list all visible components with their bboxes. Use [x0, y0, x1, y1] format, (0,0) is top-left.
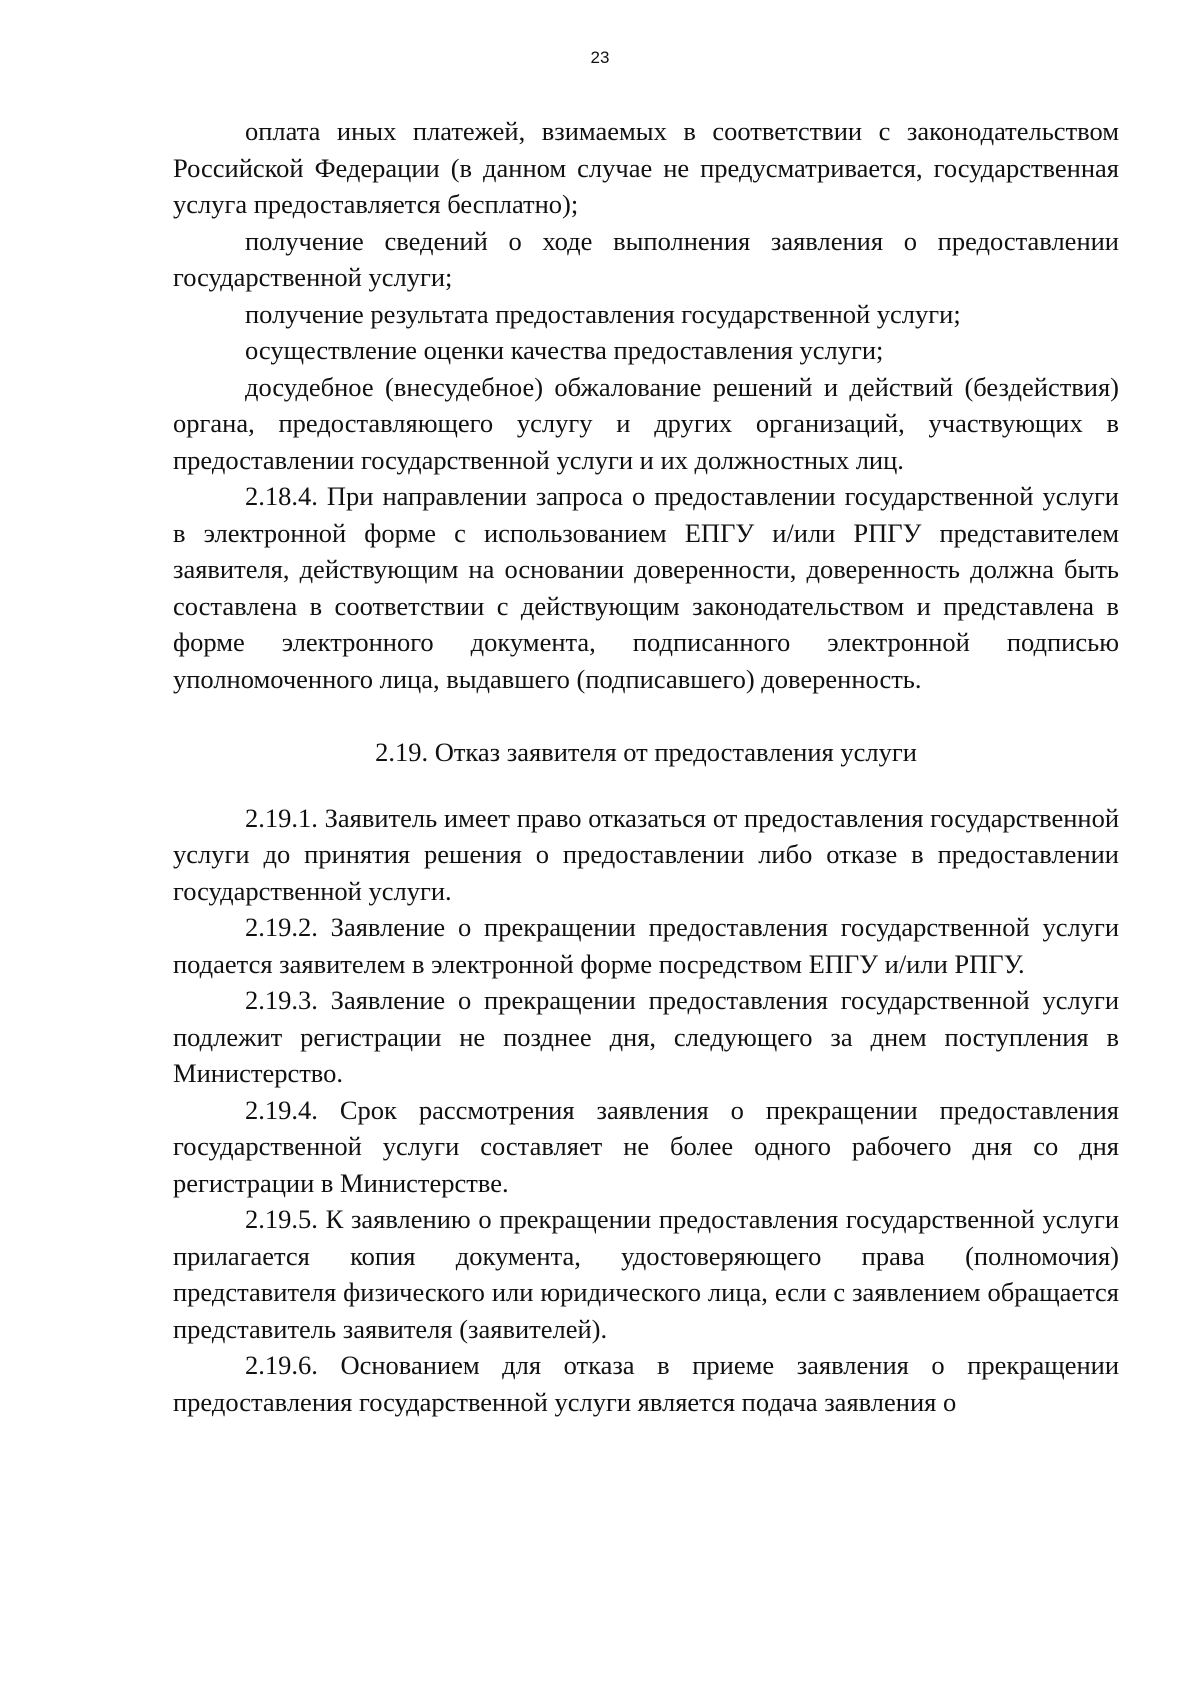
paragraph-2-19-5: 2.19.5. К заявлению о прекращении предоставления государственной услуги прилагается копия документа, удостоверяющего права (полномочия) представителя физического или юридического лица, если с заявлением обращается представитель заявителя (заявителей). [173, 1204, 1119, 1344]
paragraph-2-19-4: 2.19.4. Срок рассмотрения заявления о прекращении предоставления государственной услуги составляет не более одного рабочего дня со дня регистрации в Министерстве. [173, 1094, 1119, 1198]
paragraph-2-19-1: 2.19.1. Заявитель имеет право отказаться от предоставления государственной услуги до принятия решения о предоставлении либо отказе в предоставлении государственной услуги. [173, 802, 1119, 906]
paragraph-result: получение результата предоставления государственной услуги; [245, 298, 961, 329]
paragraph-2-18-4: 2.18.4. При направлении запроса о предоставлении государственной услуги в электронной форме с использованием ЕПГУ и/или РПГУ представителем заявителя, действующим на основании доверенности, доверенность должна быть составлена в соответствии с действующим законодательством и представлена в форме электронного документа, подписанного электронной подписью уполномоченного лица, выдавшего (подписавшего) доверенность. [173, 481, 1119, 694]
paragraph-payment: оплата иных платежей, взимаемых в соответствии с законодательством Российской Федерации (в данном случае не предусматривается, государственная услуга предоставляется бесплатно); [173, 116, 1119, 219]
paragraph-status-info: получение сведений о ходе выполнения заявления о предоставлении государственной услуги; [173, 225, 1119, 292]
page-number: 23 [590, 48, 610, 67]
paragraph-2-19-6: 2.19.6. Основанием для отказа в приеме заявления о прекращении предоставления государственной услуги является подача заявления о [173, 1350, 1119, 1417]
paragraph-appeal: досудебное (внесудебное) обжалование решений и действий (бездействия) органа, предоставляющего услугу и других организаций, участвующих в предоставлении государственной услуги и их должностных лиц. [173, 371, 1119, 475]
paragraph-quality-assessment: осуществление оценки качества предоставления услуги; [245, 335, 884, 365]
document-body [173, 113, 1119, 1420]
paragraph-2-19-3: 2.19.3. Заявление о прекращении предоставления государственной услуги подлежит регистрации не позднее дня, следующего за днем поступления в Министерство. [173, 985, 1119, 1088]
section-heading-2-19: 2.19. Отказ заявителя от предоставления услуги [375, 737, 917, 767]
paragraph-2-19-2: 2.19.2. Заявление о прекращении предоставления государственной услуги подается заявителем в электронной форме посредством ЕПГУ и/или РПГУ. [173, 912, 1119, 979]
